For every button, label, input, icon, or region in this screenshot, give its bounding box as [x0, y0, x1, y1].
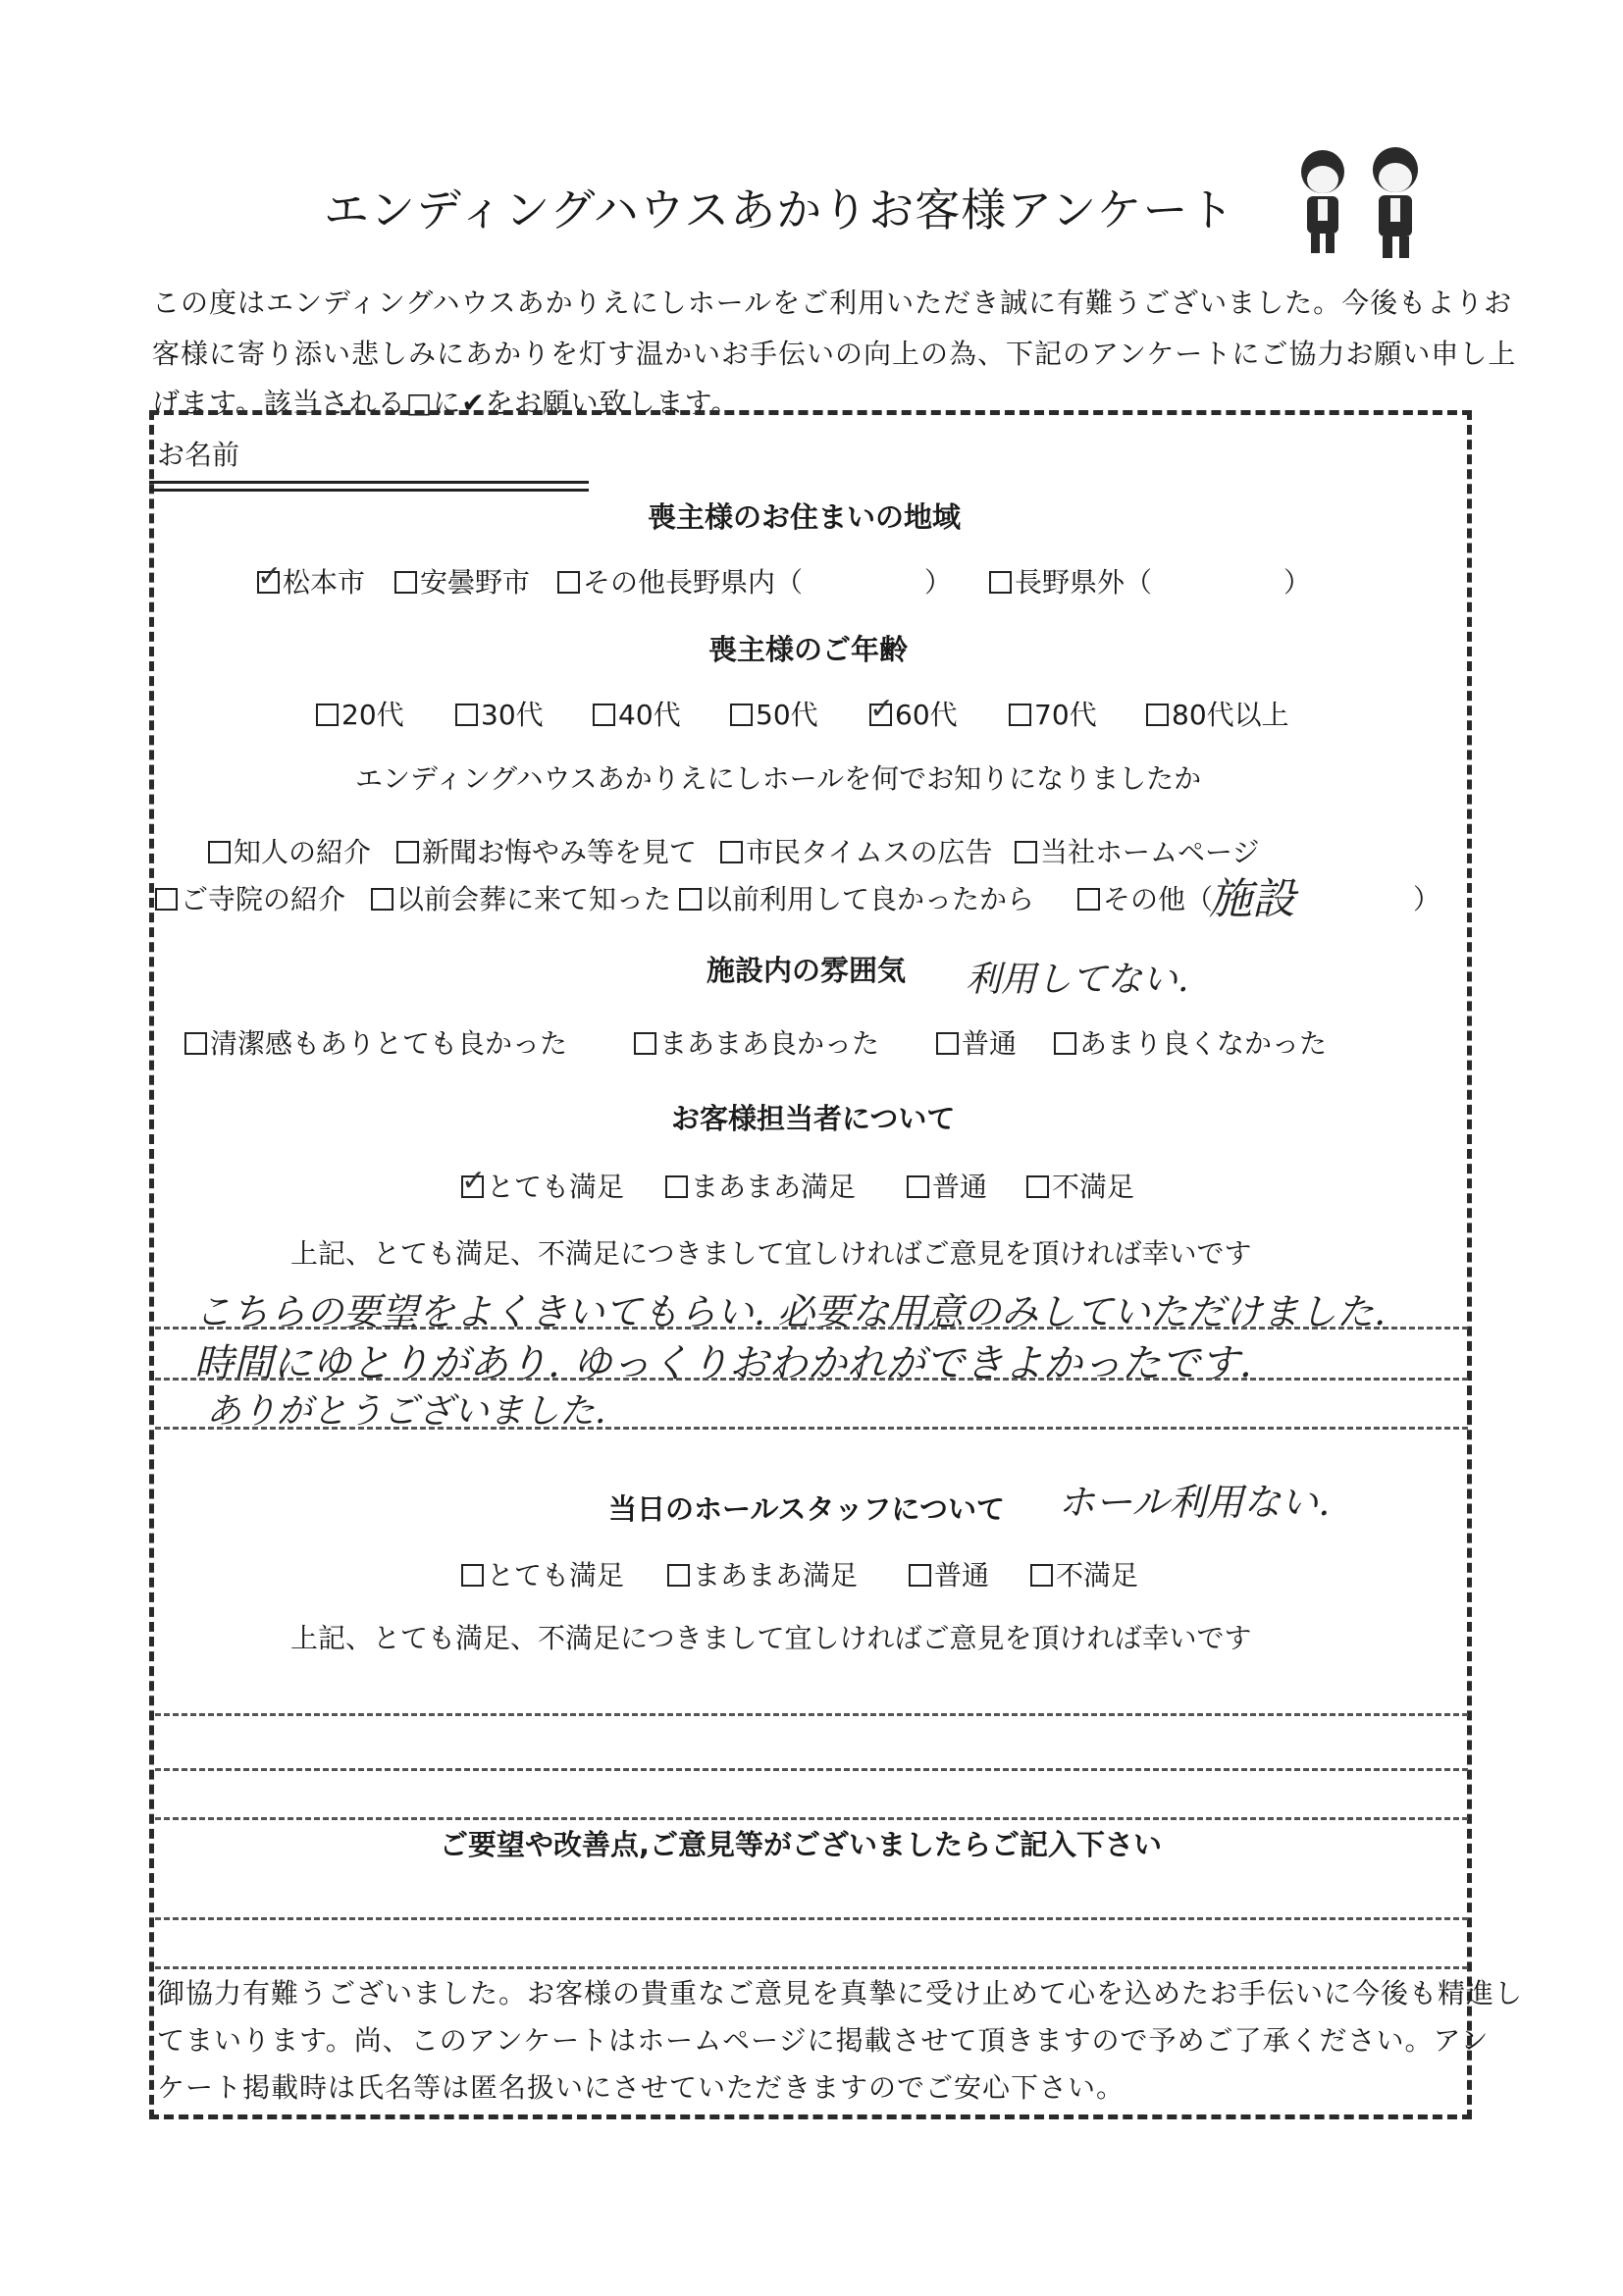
check-mark-icon: ✓ — [461, 1164, 487, 1198]
check-mark-icon: ✓ — [869, 692, 895, 726]
checkbox-outside[interactable] — [989, 571, 1012, 594]
checkbox-azumino[interactable] — [394, 571, 417, 594]
facility-option-average[interactable]: 普通 — [936, 1022, 1017, 1062]
age-option-40[interactable]: 40代 — [593, 694, 681, 733]
checkbox-not-good[interactable] — [1054, 1032, 1076, 1055]
age-option-60[interactable]: ✓ 60代 — [869, 692, 958, 731]
comment-rule — [155, 1917, 1468, 1920]
region-option-azumino[interactable]: 安曇野市 — [394, 561, 530, 600]
staff-option-unsatisfied[interactable]: 不満足 — [1026, 1166, 1134, 1205]
checkbox-homepage[interactable] — [1015, 841, 1037, 863]
facility-header: 施設内の雰囲気 — [707, 954, 907, 987]
hall-option-fairly-satisfied[interactable]: まあまあ満足 — [667, 1554, 858, 1593]
comment-rule — [155, 1427, 1468, 1430]
staff-header: お客様担当者について — [671, 1102, 956, 1135]
region-option-outside[interactable]: 長野県外（ — [989, 561, 1152, 600]
region-paren-close-2: ） — [1283, 566, 1312, 599]
checkbox-hall-very-satisfied[interactable] — [461, 1564, 484, 1587]
age-option-50[interactable]: 50代 — [730, 694, 818, 733]
hall-option-very-satisfied[interactable]: とても満足 — [461, 1554, 624, 1593]
footer-line-1: 御協力有難うございました。お客様の貴重なご意見を真摯に受け止めて心を込めたお手伝いに今後も精進し — [157, 1977, 1524, 2009]
source-option-homepage[interactable]: 当社ホームページ — [1015, 831, 1259, 870]
checkbox-70[interactable] — [1009, 704, 1031, 726]
name-underline-2 — [149, 489, 589, 492]
hall-staff-handwritten-note: ホール利用ない. — [1058, 1481, 1331, 1524]
staff-option-fairly-satisfied[interactable]: まあまあ満足 — [665, 1166, 856, 1205]
name-label: お名前 — [157, 439, 240, 471]
check-mark-icon: ✓ — [257, 559, 283, 594]
comment-rule — [155, 1327, 1468, 1330]
source-option-times-ad[interactable]: 市民タイムスの広告 — [720, 831, 992, 870]
source-paren-close: ） — [1413, 883, 1441, 915]
staff-comment-line-1: こちらの要望をよくきいてもらい. 必要な用意のみしていただけました. — [194, 1290, 1387, 1333]
checkbox-other[interactable] — [1077, 888, 1100, 911]
source-other-handwritten: 施設 — [1209, 874, 1295, 924]
age-option-70[interactable]: 70代 — [1009, 694, 1097, 733]
intro-line-2: 客様に寄り添い悲しみにあかりを灯す温かいお手伝いの向上の為、下記のアンケートにご協力お願い申し上 — [152, 338, 1517, 370]
checkbox-newspaper[interactable] — [396, 841, 419, 863]
checkbox-hall-unsatisfied[interactable] — [1030, 1564, 1053, 1587]
checkbox-hall-average[interactable] — [909, 1564, 931, 1587]
source-option-previous-use[interactable]: 以前利用して良かったから — [679, 878, 1034, 917]
comment-rule — [155, 1817, 1468, 1820]
checkbox-friend[interactable] — [208, 841, 231, 863]
intro-line-1: この度はエンディングハウスあかりえにしホールをご利用いただき誠に有難うございました。今後もよりお — [152, 287, 1513, 319]
checkbox-60[interactable] — [869, 692, 895, 726]
staff-comment-line-2: 時間にゆとりがあり. ゆっくりおわかれができよかったです. — [194, 1341, 1252, 1386]
checkbox-temple[interactable] — [155, 888, 178, 911]
name-underline — [149, 481, 589, 484]
checkbox-previous-use[interactable] — [679, 888, 702, 911]
intro-line-3: げます。該当される□に✔をお願い致します。 — [152, 387, 740, 419]
checkbox-very-good[interactable] — [184, 1032, 207, 1055]
checkbox-30[interactable] — [455, 704, 478, 726]
facility-handwritten-note: 利用してない. — [966, 960, 1189, 1000]
checkbox-previous-funeral[interactable] — [371, 888, 393, 911]
checkbox-matsumoto[interactable] — [257, 559, 283, 594]
checkbox-average[interactable] — [936, 1032, 959, 1055]
staff-illustration — [1285, 142, 1433, 260]
region-option-other-nagano[interactable]: その他長野県内（ — [557, 561, 803, 600]
region-header: 喪主様のお住まいの地域 — [648, 500, 962, 534]
footer-line-3: ケート掲載時は氏名等は匿名扱いにさせていただきますのでご安心下さい。 — [157, 2071, 1126, 2104]
age-option-80plus[interactable]: 80代以上 — [1146, 694, 1289, 733]
comment-rule — [155, 1378, 1468, 1381]
staff-prompt: 上記、とても満足、不満足につきまして宜しければご意見を頂ければ幸いです — [290, 1237, 1252, 1270]
source-option-friend[interactable]: 知人の紹介 — [208, 831, 371, 870]
source-header: エンディングハウスあかりえにしホールを何でお知りになりましたか — [355, 762, 1202, 795]
comment-rule — [155, 1966, 1468, 1969]
page-title: エンディングハウスあかりお客様アンケート — [324, 183, 1235, 236]
checkbox-staff-fairly-satisfied[interactable] — [665, 1175, 688, 1198]
footer-line-2: てまいります。尚、このアンケートはホームページに掲載させて頂きますので予めご了承ください。アン — [157, 2024, 1490, 2057]
hall-staff-prompt: 上記、とても満足、不満足につきまして宜しければご意見を頂ければ幸いです — [290, 1622, 1252, 1654]
age-option-30[interactable]: 30代 — [455, 694, 544, 733]
checkbox-20[interactable] — [316, 704, 339, 726]
staff-option-very-satisfied[interactable]: ✓ とても満足 — [461, 1164, 625, 1203]
staff-figure-left — [1301, 150, 1344, 253]
source-option-newspaper[interactable]: 新聞お悔やみ等を見て — [396, 831, 697, 870]
checkbox-other-nagano[interactable] — [557, 571, 580, 594]
comment-rule — [155, 1713, 1468, 1716]
region-option-matsumoto[interactable]: ✓ 松本市 — [257, 559, 366, 599]
region-paren-close-1: ） — [924, 566, 953, 599]
hall-option-unsatisfied[interactable]: 不満足 — [1030, 1554, 1138, 1593]
age-header: 喪主様のご年齢 — [708, 633, 909, 666]
comment-rule — [155, 1768, 1468, 1771]
checkbox-40[interactable] — [593, 704, 615, 726]
checkbox-staff-average[interactable] — [907, 1175, 929, 1198]
hall-option-average[interactable]: 普通 — [909, 1554, 989, 1593]
checkbox-fairly-good[interactable] — [634, 1032, 656, 1055]
facility-option-not-good[interactable]: あまり良くなかった — [1054, 1022, 1327, 1062]
checkbox-times-ad[interactable] — [720, 841, 743, 863]
source-option-temple[interactable]: ご寺院の紹介 — [155, 878, 345, 917]
age-option-20[interactable]: 20代 — [316, 694, 404, 733]
checkbox-80plus[interactable] — [1146, 704, 1169, 726]
source-option-other[interactable]: その他（ — [1077, 878, 1213, 917]
facility-option-very-good[interactable]: 清潔感もありとても良かった — [184, 1022, 567, 1062]
requests-header: ご要望や改善点,ご意見等がございましたらご記入下さい — [440, 1828, 1163, 1861]
staff-option-average[interactable]: 普通 — [907, 1166, 987, 1205]
checkbox-50[interactable] — [730, 704, 753, 726]
checkbox-hall-fairly-satisfied[interactable] — [667, 1564, 690, 1587]
hall-staff-header: 当日のホールスタッフについて — [608, 1492, 1005, 1526]
checkbox-staff-unsatisfied[interactable] — [1026, 1175, 1049, 1198]
checkbox-staff-very-satisfied[interactable] — [461, 1164, 487, 1198]
staff-figure-right — [1373, 147, 1418, 258]
source-option-previous-funeral[interactable]: 以前会葬に来て知った — [371, 878, 671, 917]
staff-comment-line-3: ありがとうございました. — [206, 1391, 606, 1432]
facility-option-fairly-good[interactable]: まあまあ良かった — [634, 1022, 879, 1062]
